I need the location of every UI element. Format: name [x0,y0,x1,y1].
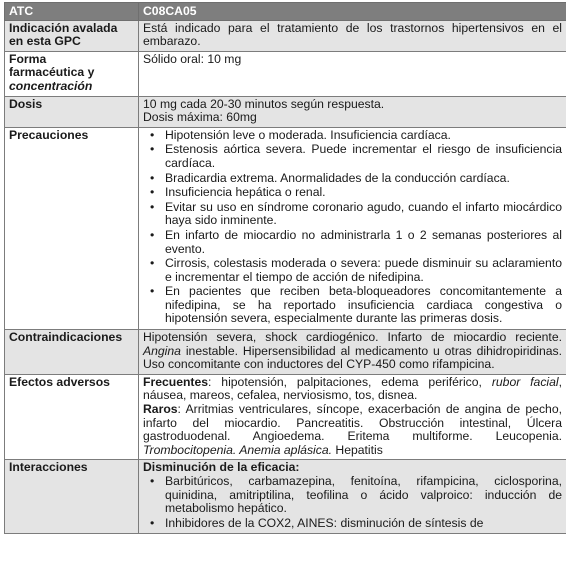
list-item-text: En infarto de miocardio no administrarla 1 o 2 semanas posteriores al evento. [165,227,562,256]
efectos-label: Efectos adversos [5,374,139,460]
row-efectos [5,374,567,460]
interacciones-label: Interacciones [5,460,139,534]
list-item-text: Bradicardia extrema. Anormalidades de la conducción cardíaca. [165,170,510,185]
indicacion-text: Está indicado para el tratamiento de los trastornos hipertensivos en el embarazo. [143,20,562,49]
row-dosis [5,96,567,127]
list-item [143,186,562,200]
list-item-text: Hipotensión leve o moderada. Insuficiencia cardíaca. [165,127,451,142]
contraindicaciones-value [139,330,567,375]
list-item-text: Estenosis aórtica severa. Puede incrementar el riesgo de insuficiencia cardíaca. [165,142,562,170]
precauciones-value [139,127,567,329]
list-item [143,172,562,186]
bullet-icon: • [150,515,155,530]
list-item-text: En pacientes que reciben beta-bloqueadores concomitantemente a nifedipina, se ha reportado insuficiencia cardiaca congestiva o hipotensión severa, especialmente durante las primeras dosis. [165,284,562,326]
bullet-icon: • [150,170,155,185]
list-item [143,517,562,531]
bullet-icon: • [150,185,155,200]
precauciones-label: Precauciones [5,127,139,329]
list-item [143,229,562,256]
bullet-icon: • [150,142,155,157]
row-indicacion [5,20,567,51]
drug-monograph-table-container [4,2,566,566]
raros-italic: Trombocitopenia. Anemia aplásica. [143,442,333,457]
indicacion-label [5,20,139,51]
efectos-frecuentes [143,376,562,403]
forma-text: Sólido oral: 10 mg [143,51,242,66]
list-item-text: Evitar su uso en síndrome coronario agudo, cuando el infarto miocárdico haya sido inminente. [165,199,562,228]
list-item [143,257,562,284]
bullet-icon: • [150,227,155,242]
list-item [143,285,562,326]
precauciones-list [143,129,562,326]
frecuentes-text-b: , náusea, mareos, cefalea, nerviosismo, tos, disnea. [143,374,562,403]
frecuentes-text-a: : hipotensión, palpitaciones, edema periférico, [208,374,492,389]
dosis-label: Dosis [5,96,139,127]
dosis-value [139,96,567,127]
list-item-text: Barbitúricos, carbamazepina, fenitoína, rifampicina, ciclosporina, quinidina, amitriptilina, teofilina o ácido valproico: inducción de metabolismo hepático. [165,474,562,516]
indicacion-label-line1: Indicación avalada [9,20,118,35]
row-forma [5,51,567,96]
raros-label: Raros [143,402,178,417]
contraindicaciones-part3: inestable. Hipersensibilidad al medicamento u otras dihidropiridinas. Uso concomitante con inductores del CYP-450 como rifampicina. [143,343,562,372]
bullet-icon: • [150,256,155,271]
bullet-icon: • [150,127,155,142]
interacciones-list [143,475,562,530]
list-item-text: Inhibidores de la COX2, AINES: disminución de síntesis de [165,515,484,530]
bullet-icon: • [150,199,155,214]
dosis-line2: Dosis máxima: 60mg [143,110,257,125]
efectos-raros [143,403,562,457]
contraindicaciones-part1: Hipotensión severa, shock cardiogénico. Infarto de miocardio reciente. [143,330,562,345]
list-item [143,201,562,228]
raros-text-a: : Arritmias ventriculares, síncope, exacerbación de angina de pecho, infarto del miocardio. Pancreatitis. Obstrucción intestinal, Úlcera gastroduodenal. Angioedema. Eritema multiforme. Leucopenia. [143,402,562,444]
row-precauciones [5,127,567,329]
dosis-line1: 10 mg cada 20-30 minutos según respuesta. [143,96,385,111]
interacciones-subheading-text: Disminución de la eficacia: [143,460,300,475]
contraindicaciones-text [143,331,562,372]
contraindicaciones-label: Contraindicaciones [5,330,139,375]
row-contraindicaciones [5,330,567,375]
contraindicaciones-italic: Angina [143,343,181,358]
forma-label-line3: concentración [9,78,93,93]
forma-label-line2: farmacéutica y [9,65,95,80]
frecuentes-italic: rubor facial [491,374,559,389]
row-interacciones [5,460,567,534]
forma-label [5,51,139,96]
raros-text-b: Hepatitis [332,442,383,457]
list-item [143,143,562,170]
bullet-icon: • [150,474,155,488]
header-row [5,3,567,21]
indicacion-label-line2: en esta GPC [9,34,81,49]
list-item-text: Insuficiencia hepática o renal. [165,185,326,200]
drug-monograph-table [4,2,566,534]
forma-value [139,51,567,96]
frecuentes-label: Frecuentes [143,374,209,389]
atc-label: ATC [5,3,139,21]
interacciones-subheading [143,461,562,475]
forma-label-line1: Forma [9,51,47,66]
indicacion-value [139,20,567,51]
list-item [143,475,562,516]
atc-code: C08CA05 [139,3,567,21]
list-item-text: Cirrosis, colestasis moderada o severa: puede disminuir su aclaramiento e incrementar el tiempo de acción de nifedipina. [165,256,562,284]
interacciones-value [139,460,567,534]
bullet-icon: • [150,284,155,299]
list-item [143,129,562,143]
efectos-value [139,374,567,460]
